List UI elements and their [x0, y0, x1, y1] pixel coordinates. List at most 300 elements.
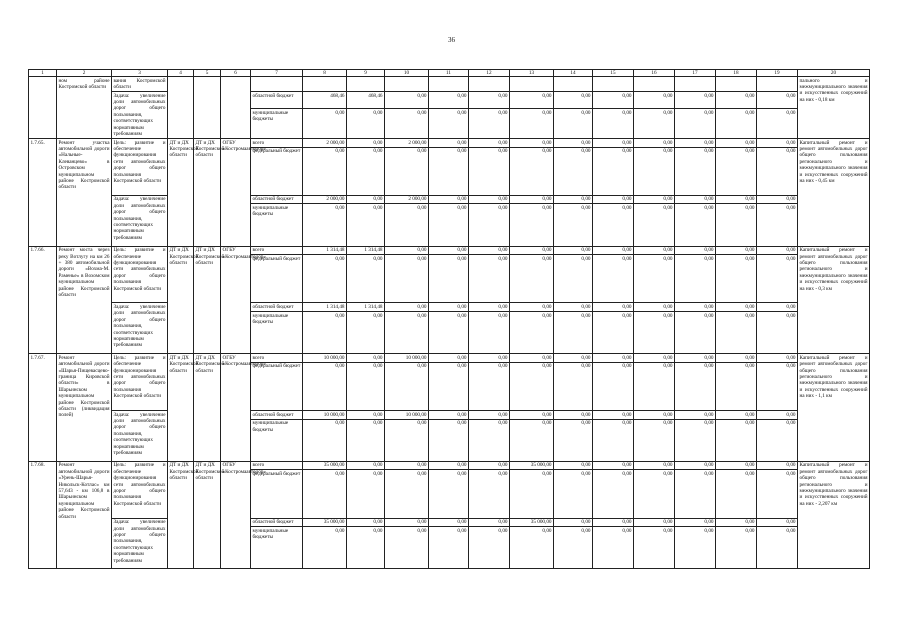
amount-cell: 0,00	[675, 109, 716, 139]
amount-cell: 0,00	[675, 527, 716, 569]
amount-cell: 0,00	[510, 109, 554, 139]
table-row	[29, 92, 870, 109]
program-table	[28, 69, 870, 569]
amount-cell: 0,00	[510, 311, 554, 353]
result-text: Капитальный ремонт и ремонт автомобильных дорог общего пользования регионального и межмуниципального значения и искусственных сооружений на них - 0,3 км	[798, 246, 870, 354]
amount-cell: 2 000,00	[385, 139, 429, 148]
budget-label: муниципальные бюджеты	[251, 109, 303, 139]
amount-cell: 10 000,00	[385, 354, 429, 363]
amount-cell: 0,00	[757, 527, 798, 569]
entry-task: Задача: увеличение доли автомобильных дорог общего пользования, соответствующих нормативным требованиям	[112, 195, 168, 246]
amount-cell: 0,00	[429, 354, 469, 363]
amount-cell	[716, 77, 757, 92]
amount-cell: 0,00	[429, 527, 469, 569]
executor: ДТ и ДХ Костромской области	[168, 354, 194, 462]
amount-cell: 0,00	[469, 518, 510, 527]
amount-cell: 0,00	[634, 147, 675, 195]
column-number: 16	[634, 70, 675, 77]
budget-label	[251, 77, 303, 92]
amount-cell: 0,00	[429, 204, 469, 246]
budget-label: областной бюджет	[251, 518, 303, 527]
amount-cell: 0,00	[469, 255, 510, 303]
amount-cell	[469, 77, 510, 92]
coexecutor: ДТ и ДХ Костромской области	[194, 461, 221, 569]
coexecutor	[194, 77, 221, 139]
entry-name: ном районе Костромской области	[57, 77, 112, 139]
amount-cell: 0,00	[716, 246, 757, 255]
amount-cell: 10 000,00	[385, 410, 429, 419]
amount-cell: 0,00	[469, 419, 510, 461]
budget-label: всего	[251, 246, 303, 255]
amount-cell: 0,00	[634, 204, 675, 246]
amount-cell: 0,00	[675, 311, 716, 353]
amount-cell: 0,00	[469, 92, 510, 109]
amount-cell: 0,00	[469, 109, 510, 139]
amount-cell: 0,00	[554, 147, 593, 195]
table-body	[29, 77, 870, 569]
amount-cell: 0,00	[429, 461, 469, 470]
column-number: 17	[675, 70, 716, 77]
table-row	[29, 354, 870, 363]
budget-label: муниципальные бюджеты	[251, 204, 303, 246]
amount-cell: 0,00	[634, 195, 675, 204]
budget-label: муниципальные бюджеты	[251, 527, 303, 569]
amount-cell: 0,00	[510, 195, 554, 204]
table-row	[29, 303, 870, 312]
amount-cell: 1 314,48	[303, 246, 347, 255]
amount-cell: 0,00	[385, 461, 429, 470]
amount-cell: 0,00	[385, 147, 429, 195]
amount-cell: 0,00	[469, 195, 510, 204]
amount-cell: 0,00	[429, 518, 469, 527]
amount-cell: 0,00	[634, 518, 675, 527]
amount-cell: 0,00	[347, 354, 385, 363]
amount-cell: 0,00	[716, 109, 757, 139]
amount-cell: 0,00	[303, 204, 347, 246]
amount-cell: 0,00	[510, 92, 554, 109]
amount-cell: 0,00	[385, 311, 429, 353]
budget-label: всего	[251, 139, 303, 148]
amount-cell: 0,00	[634, 109, 675, 139]
amount-cell: 0,00	[347, 204, 385, 246]
amount-cell: 1 314,48	[347, 246, 385, 255]
amount-cell: 0,00	[716, 92, 757, 109]
amount-cell: 0,00	[716, 419, 757, 461]
column-number: 18	[716, 70, 757, 77]
amount-cell: 0,00	[634, 311, 675, 353]
amount-cell: 0,00	[429, 303, 469, 312]
amount-cell: 2 000,00	[303, 139, 347, 148]
column-number: 4	[168, 70, 194, 77]
amount-cell: 0,00	[593, 255, 634, 303]
amount-cell: 0,00	[593, 410, 634, 419]
table-row	[29, 461, 870, 470]
amount-cell: 0,00	[347, 139, 385, 148]
column-number: 12	[469, 70, 510, 77]
column-number: 9	[347, 70, 385, 77]
amount-cell: 0,00	[634, 470, 675, 518]
column-number: 14	[554, 70, 593, 77]
amount-cell: 10 000,00	[303, 354, 347, 363]
amount-cell: 0,00	[593, 419, 634, 461]
amount-cell: 0,00	[757, 246, 798, 255]
amount-cell: 0,00	[469, 362, 510, 410]
amount-cell: 0,00	[716, 311, 757, 353]
column-number: 6	[221, 70, 251, 77]
amount-cell: 0,00	[347, 461, 385, 470]
amount-cell: 0,00	[510, 147, 554, 195]
amount-cell: 0,00	[554, 461, 593, 470]
amount-cell: 0,00	[757, 303, 798, 312]
amount-cell: 1 314,48	[303, 303, 347, 312]
column-number: 19	[757, 70, 798, 77]
amount-cell: 35 000,00	[303, 518, 347, 527]
amount-cell: 0,00	[716, 410, 757, 419]
amount-cell: 0,00	[429, 246, 469, 255]
amount-cell: 0,00	[634, 461, 675, 470]
entry-number: 1.7.67.	[29, 354, 57, 462]
amount-cell: 0,00	[757, 204, 798, 246]
amount-cell: 0,00	[385, 246, 429, 255]
amount-cell: 0,00	[757, 410, 798, 419]
coexecutor: ДТ и ДХ Костромской области	[194, 246, 221, 354]
amount-cell: 0,00	[510, 527, 554, 569]
column-number: 3	[112, 70, 168, 77]
amount-cell: 0,00	[675, 419, 716, 461]
amount-cell: 0,00	[675, 461, 716, 470]
amount-cell: 0,00	[675, 410, 716, 419]
amount-cell: 0,00	[716, 139, 757, 148]
budget-label: всего	[251, 461, 303, 470]
amount-cell	[675, 77, 716, 92]
amount-cell: 10 000,00	[303, 410, 347, 419]
amount-cell: 0,00	[757, 419, 798, 461]
amount-cell: 0,00	[347, 470, 385, 518]
participant: ОГБУ «Костромаавтодор»	[221, 354, 251, 462]
amount-cell: 0,00	[429, 255, 469, 303]
amount-cell: 0,00	[634, 92, 675, 109]
amount-cell: 0,00	[385, 109, 429, 139]
amount-cell: 0,00	[469, 527, 510, 569]
column-number: 1	[29, 70, 57, 77]
amount-cell: 0,00	[757, 92, 798, 109]
participant: ОГБУ «Костромаавтодор»	[221, 461, 251, 569]
amount-cell: 0,00	[634, 246, 675, 255]
participant: ОГБУ «Костромаавтодор»	[221, 246, 251, 354]
column-number: 2	[57, 70, 112, 77]
entry-task: Задача: увеличение доли автомобильных дорог общего пользования, соответствующих нормативным требованиям	[112, 303, 168, 354]
entry-goal: Цель: развитие и обеспечение функционирования сети автомобильных дорог общего пользования Костромской области	[112, 246, 168, 303]
result-text: Капитальный ремонт и ремонт автомобильных дорог общего пользования регионального и межмуниципального значения и искусственных сооружений на них - 1,1 км	[798, 354, 870, 462]
amount-cell: 0,00	[554, 195, 593, 204]
amount-cell: 0,00	[347, 362, 385, 410]
amount-cell: 0,00	[757, 147, 798, 195]
amount-cell: 0,00	[675, 195, 716, 204]
executor	[168, 77, 194, 139]
amount-cell: 0,00	[303, 527, 347, 569]
executor: ДТ и ДХ Костромской области	[168, 246, 194, 354]
budget-label: федеральный бюджет	[251, 470, 303, 518]
amount-cell: 0,00	[429, 92, 469, 109]
amount-cell	[593, 77, 634, 92]
amount-cell: 0,00	[554, 204, 593, 246]
executor: ДТ и ДХ Костромской области	[168, 461, 194, 569]
amount-cell: 0,00	[675, 354, 716, 363]
amount-cell: 0,00	[510, 362, 554, 410]
amount-cell: 0,00	[716, 518, 757, 527]
budget-label: федеральный бюджет	[251, 255, 303, 303]
amount-cell: 0,00	[634, 362, 675, 410]
amount-cell: 0,00	[675, 204, 716, 246]
amount-cell: 0,00	[303, 311, 347, 353]
entry-goal: Цель: развитие и обеспечение функционирования сети автомобильных дорог общего пользования Костромской области	[112, 461, 168, 518]
amount-cell: 0,00	[554, 362, 593, 410]
amount-cell: 0,00	[510, 470, 554, 518]
amount-cell: 0,00	[593, 303, 634, 312]
amount-cell: 35 000,00	[303, 461, 347, 470]
budget-label: областной бюджет	[251, 410, 303, 419]
column-number-row	[29, 70, 870, 77]
entry-name: Ремонт участка автомобильной дороги «Нальные-Клеванцево» в Островском муниципальном районе Костромской области	[57, 139, 112, 247]
amount-cell: 0,00	[716, 527, 757, 569]
amount-cell: 35 000,00	[510, 461, 554, 470]
amount-cell: 0,00	[757, 470, 798, 518]
amount-cell: 0,00	[593, 246, 634, 255]
amount-cell: 0,00	[716, 303, 757, 312]
column-number: 10	[385, 70, 429, 77]
amount-cell: 1 314,48	[347, 303, 385, 312]
amount-cell: 0,00	[675, 92, 716, 109]
amount-cell: 0,00	[429, 410, 469, 419]
amount-cell: 0,00	[554, 470, 593, 518]
amount-cell: 0,00	[675, 518, 716, 527]
coexecutor: ДТ и ДХ Костромской области	[194, 354, 221, 462]
amount-cell: 0,00	[716, 204, 757, 246]
amount-cell: 0,00	[429, 195, 469, 204]
amount-cell: 0,00	[510, 419, 554, 461]
amount-cell: 0,00	[593, 139, 634, 148]
amount-cell: 0,00	[385, 419, 429, 461]
budget-label: областной бюджет	[251, 195, 303, 204]
table-row	[29, 518, 870, 527]
amount-cell: 0,00	[593, 311, 634, 353]
amount-cell: 0,00	[347, 195, 385, 204]
amount-cell: 0,00	[385, 255, 429, 303]
amount-cell: 0,00	[347, 518, 385, 527]
amount-cell: 0,00	[593, 527, 634, 569]
amount-cell: 0,00	[634, 139, 675, 148]
amount-cell: 0,00	[554, 246, 593, 255]
amount-cell: 0,00	[675, 303, 716, 312]
amount-cell: 0,00	[469, 470, 510, 518]
amount-cell: 0,00	[429, 139, 469, 148]
amount-cell: 0,00	[554, 303, 593, 312]
amount-cell: 0,00	[385, 470, 429, 518]
amount-cell: 0,00	[634, 354, 675, 363]
amount-cell	[347, 77, 385, 92]
entry-goal: Цель: развитие и обеспечение функционирования сети автомобильных дорог общего пользования Костромской области	[112, 139, 168, 196]
column-number: 5	[194, 70, 221, 77]
amount-cell: 0,00	[757, 255, 798, 303]
amount-cell: 0,00	[303, 147, 347, 195]
amount-cell: 0,00	[593, 354, 634, 363]
entry-task: Задача: увеличение доли автомобильных дорог общего пользования, соответствующих нормативным требованиям	[112, 410, 168, 461]
amount-cell: 0,00	[593, 470, 634, 518]
amount-cell: 0,00	[757, 195, 798, 204]
amount-cell: 0,00	[757, 139, 798, 148]
amount-cell: 0,00	[554, 255, 593, 303]
budget-label: муниципальные бюджеты	[251, 311, 303, 353]
amount-cell: 0,00	[634, 410, 675, 419]
amount-cell: 0,00	[469, 303, 510, 312]
amount-cell: 0,00	[429, 470, 469, 518]
amount-cell: 0,00	[757, 461, 798, 470]
amount-cell: 0,00	[429, 419, 469, 461]
budget-label: федеральный бюджет	[251, 147, 303, 195]
entry-name: Ремонт автомобильной дороги «Шарья-Пищевасцево-граница Кировской области» в Шарьинском муниципальном районе Костромской области (ликвидация полей)	[57, 354, 112, 462]
column-number: 8	[303, 70, 347, 77]
amount-cell: 0,00	[716, 255, 757, 303]
entry-number: 1.7.65.	[29, 139, 57, 247]
amount-cell: 0,00	[385, 303, 429, 312]
amount-cell	[634, 77, 675, 92]
amount-cell: 0,00	[429, 109, 469, 139]
amount-cell: 0,00	[469, 311, 510, 353]
amount-cell: 0,00	[303, 362, 347, 410]
entry-name: Ремонт моста через реку Вотлугу на км 26 + 380 автомобильной дороги «Вохма-М. Раменье» в Вохомском муниципальном районе Костромской области	[57, 246, 112, 354]
amount-cell: 0,00	[347, 527, 385, 569]
amount-cell: 0,00	[469, 246, 510, 255]
amount-cell: 468,46	[303, 92, 347, 109]
amount-cell: 0,00	[510, 354, 554, 363]
amount-cell: 0,00	[303, 419, 347, 461]
amount-cell: 0,00	[716, 461, 757, 470]
amount-cell: 0,00	[675, 246, 716, 255]
amount-cell: 0,00	[469, 139, 510, 148]
entry-name: Ремонт автомобильной дороги «Урень-Шарья-Никольск-Котлас» км 57,643 - км 106,8 в Шарьинском муниципальном районе Костромской области	[57, 461, 112, 569]
column-number: 11	[429, 70, 469, 77]
page-number: 36	[448, 36, 455, 44]
budget-label: областной бюджет	[251, 303, 303, 312]
amount-cell: 0,00	[757, 311, 798, 353]
result-text: Капитальный ремонт и ремонт автомобильных дорог общего пользования регионального и межмуниципального значения и искусственных сооружений на них - 0,45 км	[798, 139, 870, 247]
amount-cell: 0,00	[554, 410, 593, 419]
amount-cell: 0,00	[716, 195, 757, 204]
amount-cell: 0,00	[716, 362, 757, 410]
amount-cell: 468,46	[347, 92, 385, 109]
result-text: Капитальный ремонт и ремонт автомобильных дорог общего пользования регионального и межмуниципального значения и искусственных сооружений на них - 2,207 км	[798, 461, 870, 569]
amount-cell: 0,00	[675, 147, 716, 195]
amount-cell: 0,00	[716, 470, 757, 518]
amount-cell: 0,00	[347, 147, 385, 195]
amount-cell: 0,00	[757, 354, 798, 363]
amount-cell: 35 000,00	[510, 518, 554, 527]
coexecutor: ДТ и ДХ Костромской области	[194, 139, 221, 247]
amount-cell: 0,00	[634, 419, 675, 461]
budget-label: всего	[251, 354, 303, 363]
budget-label: муниципальные бюджеты	[251, 419, 303, 461]
amount-cell: 0,00	[554, 527, 593, 569]
amount-cell: 0,00	[469, 204, 510, 246]
amount-cell: 0,00	[554, 419, 593, 461]
participant	[221, 77, 251, 139]
amount-cell: 0,00	[554, 139, 593, 148]
amount-cell: 0,00	[634, 303, 675, 312]
amount-cell: 0,00	[593, 195, 634, 204]
amount-cell: 0,00	[593, 147, 634, 195]
amount-cell: 0,00	[593, 362, 634, 410]
amount-cell: 0,00	[634, 527, 675, 569]
amount-cell: 0,00	[593, 518, 634, 527]
table-row	[29, 195, 870, 204]
executor: ДТ и ДХ Костромской области	[168, 139, 194, 247]
amount-cell: 0,00	[757, 518, 798, 527]
amount-cell: 0,00	[347, 311, 385, 353]
amount-cell: 0,00	[303, 109, 347, 139]
amount-cell: 0,00	[347, 410, 385, 419]
amount-cell: 0,00	[675, 362, 716, 410]
amount-cell: 0,00	[385, 518, 429, 527]
result-text: пального и межмуниципального значения и искусственных сооружений на них - 0,18 км	[798, 77, 870, 139]
amount-cell: 0,00	[634, 255, 675, 303]
amount-cell: 2 000,00	[385, 195, 429, 204]
amount-cell: 0,00	[554, 109, 593, 139]
amount-cell: 0,00	[510, 246, 554, 255]
amount-cell: 0,00	[675, 139, 716, 148]
amount-cell: 0,00	[554, 518, 593, 527]
amount-cell: 0,00	[469, 461, 510, 470]
entry-number	[29, 77, 57, 139]
entry-goal: Цель: развитие и обеспечение функционирования сети автомобильных дорог общего пользования Костромской области	[112, 354, 168, 411]
table-row	[29, 139, 870, 148]
amount-cell: 0,00	[385, 204, 429, 246]
amount-cell: 0,00	[303, 255, 347, 303]
amount-cell: 0,00	[510, 139, 554, 148]
amount-cell: 0,00	[469, 410, 510, 419]
amount-cell: 0,00	[554, 92, 593, 109]
amount-cell: 0,00	[675, 255, 716, 303]
amount-cell: 0,00	[429, 147, 469, 195]
participant: ОГБУ «Костромаавтодор»	[221, 139, 251, 247]
amount-cell: 0,00	[554, 311, 593, 353]
amount-cell: 0,00	[385, 92, 429, 109]
amount-cell: 0,00	[303, 470, 347, 518]
entry-goal: вания Костромской области	[113, 77, 166, 90]
amount-cell: 0,00	[429, 362, 469, 410]
amount-cell	[554, 77, 593, 92]
entry-task: Задача: увеличение доли автомобильных дорог общего пользования, соответствующих нормативным требованиям	[112, 518, 168, 569]
amount-cell: 0,00	[593, 92, 634, 109]
amount-cell: 0,00	[347, 255, 385, 303]
budget-label: областной бюджет	[251, 92, 303, 109]
amount-cell: 0,00	[385, 527, 429, 569]
amount-cell: 0,00	[757, 362, 798, 410]
amount-cell: 0,00	[347, 419, 385, 461]
amount-cell	[303, 77, 347, 92]
amount-cell: 0,00	[593, 461, 634, 470]
entry-number: 1.7.66.	[29, 246, 57, 354]
amount-cell: 0,00	[469, 354, 510, 363]
column-number: 7	[251, 70, 303, 77]
amount-cell: 0,00	[593, 109, 634, 139]
amount-cell	[510, 77, 554, 92]
amount-cell: 0,00	[510, 410, 554, 419]
amount-cell: 0,00	[757, 109, 798, 139]
amount-cell	[757, 77, 798, 92]
amount-cell	[429, 77, 469, 92]
amount-cell: 2 000,00	[303, 195, 347, 204]
amount-cell: 0,00	[429, 311, 469, 353]
